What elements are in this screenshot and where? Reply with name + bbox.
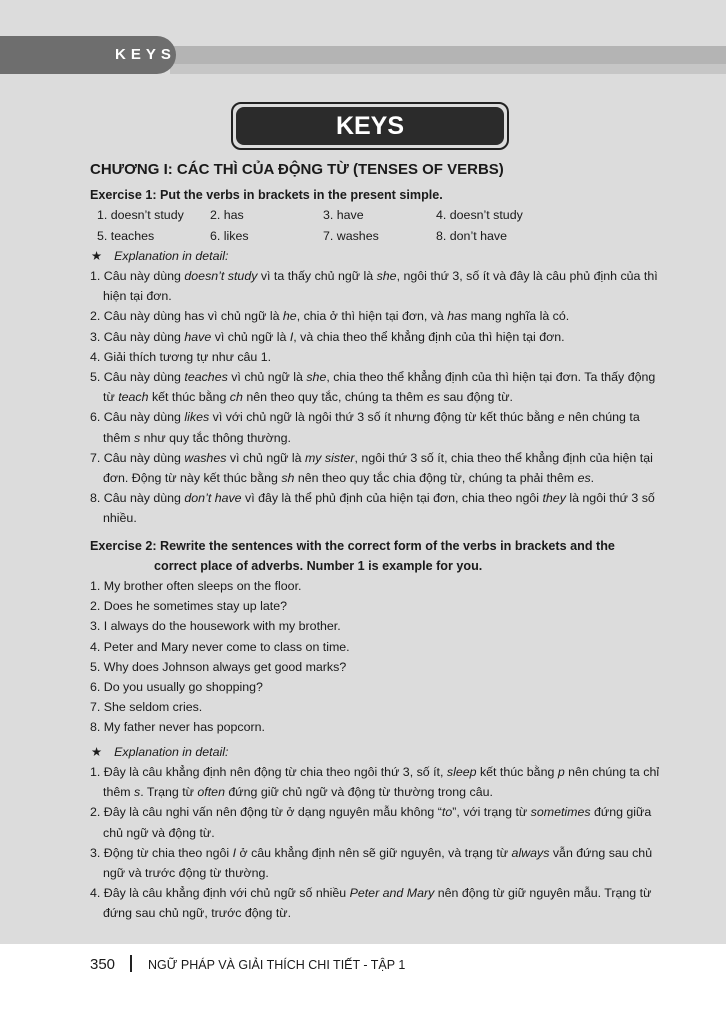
answer-item: 3. have (323, 208, 364, 223)
answer-item: 2. Does he sometimes stay up late? (90, 599, 287, 614)
page-footer (90, 955, 405, 973)
book-title: NGỮ PHÁP VÀ GIẢI THÍCH CHI TIẾT - TẬP 1 (148, 958, 406, 972)
answer-item: 5. teaches (97, 228, 155, 243)
exercise2-title: Exercise 2: Rewrite the sentences with the correct form of the verbs in brackets and the correct place of adverbs. Number 1 is example for you. (90, 538, 615, 573)
star-icon: ★ (91, 744, 103, 759)
header-tab-label: KEYS (115, 46, 176, 63)
answer-item: 8. don’t have (436, 228, 507, 243)
keys-title-box (231, 102, 509, 150)
explanation-item: 3. Câu này dùng have vì chủ ngữ là I, và chia theo thể khẳng định của thì hiện tại đơn. (90, 329, 565, 344)
explanation-item: 4. Giải thích tương tự như câu 1. (90, 349, 272, 364)
exercise1-answers (90, 205, 660, 245)
header-tab (0, 36, 176, 74)
main-content (90, 160, 660, 924)
answer-item: 5. Why does Johnson always get good marks? (90, 659, 347, 674)
answer-item: 7. She seldom cries. (90, 700, 203, 715)
exercise2-explanation-label (90, 742, 660, 762)
answer-item: 7. washes (323, 228, 379, 243)
explanation-item: 8. Câu này dùng don’t have vì đây là thể phủ định của hiện tại đơn, chia theo ngôi they là ngôi thứ 3 số nhiều. (90, 491, 655, 526)
answer-item: 4. Peter and Mary never come to class on time. (90, 639, 350, 654)
keys-title: KEYS (236, 107, 504, 145)
header-band (0, 36, 726, 74)
answer-item: 8. My father never has popcorn. (90, 720, 265, 735)
explanation-item: 1. Đây là câu khẳng định nên động từ chia theo ngôi thứ 3, số ít, sleep kết thúc bằng p nên chúng ta chỉ thêm s. Trạng từ often đứng giữ chủ ngữ và động từ thường trong câu. (90, 764, 660, 800)
answer-item: 4. doesn’t study (436, 208, 523, 223)
answer-item: 6. Do you usually go shopping? (90, 680, 263, 695)
explanation-item: 3. Động từ chia theo ngôi I ở câu khẳng định nên sẽ giữ nguyên, và trạng từ always vẫn đứng sau chủ ngữ và trước động từ thường. (90, 845, 653, 880)
explanation-label: Explanation in detail: (114, 248, 229, 263)
star-icon: ★ (91, 248, 103, 263)
chapter-title: CHƯƠNG I: CÁC THÌ CỦA ĐỘNG TỪ (TENSES OF VERBS) (90, 161, 504, 178)
answer-item: 6. likes (210, 228, 249, 243)
answer-item: 1. doesn’t study (97, 208, 184, 223)
header-strip-lower (170, 64, 726, 74)
explanation-item: 2. Đây là câu nghi vấn nên động từ ở dạng nguyên mẫu không “to”, với trạng từ sometimes đứng giữa chủ ngữ và động từ. (90, 805, 652, 840)
exercise1-explanation-label (90, 246, 660, 266)
explanation-item: 6. Câu này dùng likes vì với chủ ngữ là ngôi thứ 3 số ít nhưng động từ kết thúc bằng e nên chúng ta thêm s như quy tắc thông thường. (90, 410, 640, 445)
explanation-label: Explanation in detail: (114, 744, 229, 759)
explanation-item: 4. Đây là câu khẳng định với chủ ngữ số nhiều Peter and Mary nên động từ giữ nguyên mẫu. Trạng từ đứng sau chủ ngữ, trước động từ. (90, 886, 652, 921)
explanation-item: 7. Câu này dùng washes vì chủ ngữ là my sister, ngôi thứ 3 số ít, chia theo thể khẳng định của hiện tại đơn. Động từ này kết thúc bằng sh nên theo quy tắc chia động từ, chúng ta phải thêm es. (90, 450, 653, 486)
answer-item: 2. has (210, 208, 244, 223)
header-strip (170, 46, 726, 64)
explanation-item: 2. Câu này dùng has vì chủ ngữ là he, chia ở thì hiện tại đơn, và has mang nghĩa là có. (90, 309, 570, 324)
answer-item: 1. My brother often sleeps on the floor. (90, 579, 302, 594)
explanation-item: 5. Câu này dùng teaches vì chủ ngữ là she, chia theo thể khẳng định của thì hiện tại đơn. Ta thấy động từ teach kết thúc bằng ch nên theo quy tắc, chúng ta thêm es sau động từ. (90, 370, 656, 405)
footer-divider (130, 955, 132, 972)
answer-item: 3. I always do the housework with my brother. (90, 619, 341, 634)
exercise1-title: Exercise 1: Put the verbs in brackets in the present simple. (90, 188, 443, 203)
page-number: 350 (90, 956, 116, 973)
explanation-item: 1. Câu này dùng doesn’t study vì ta thấy chủ ngữ là she, ngôi thứ 3, số ít và đây là câu phủ định của thì hiện tại đơn. (90, 269, 658, 304)
